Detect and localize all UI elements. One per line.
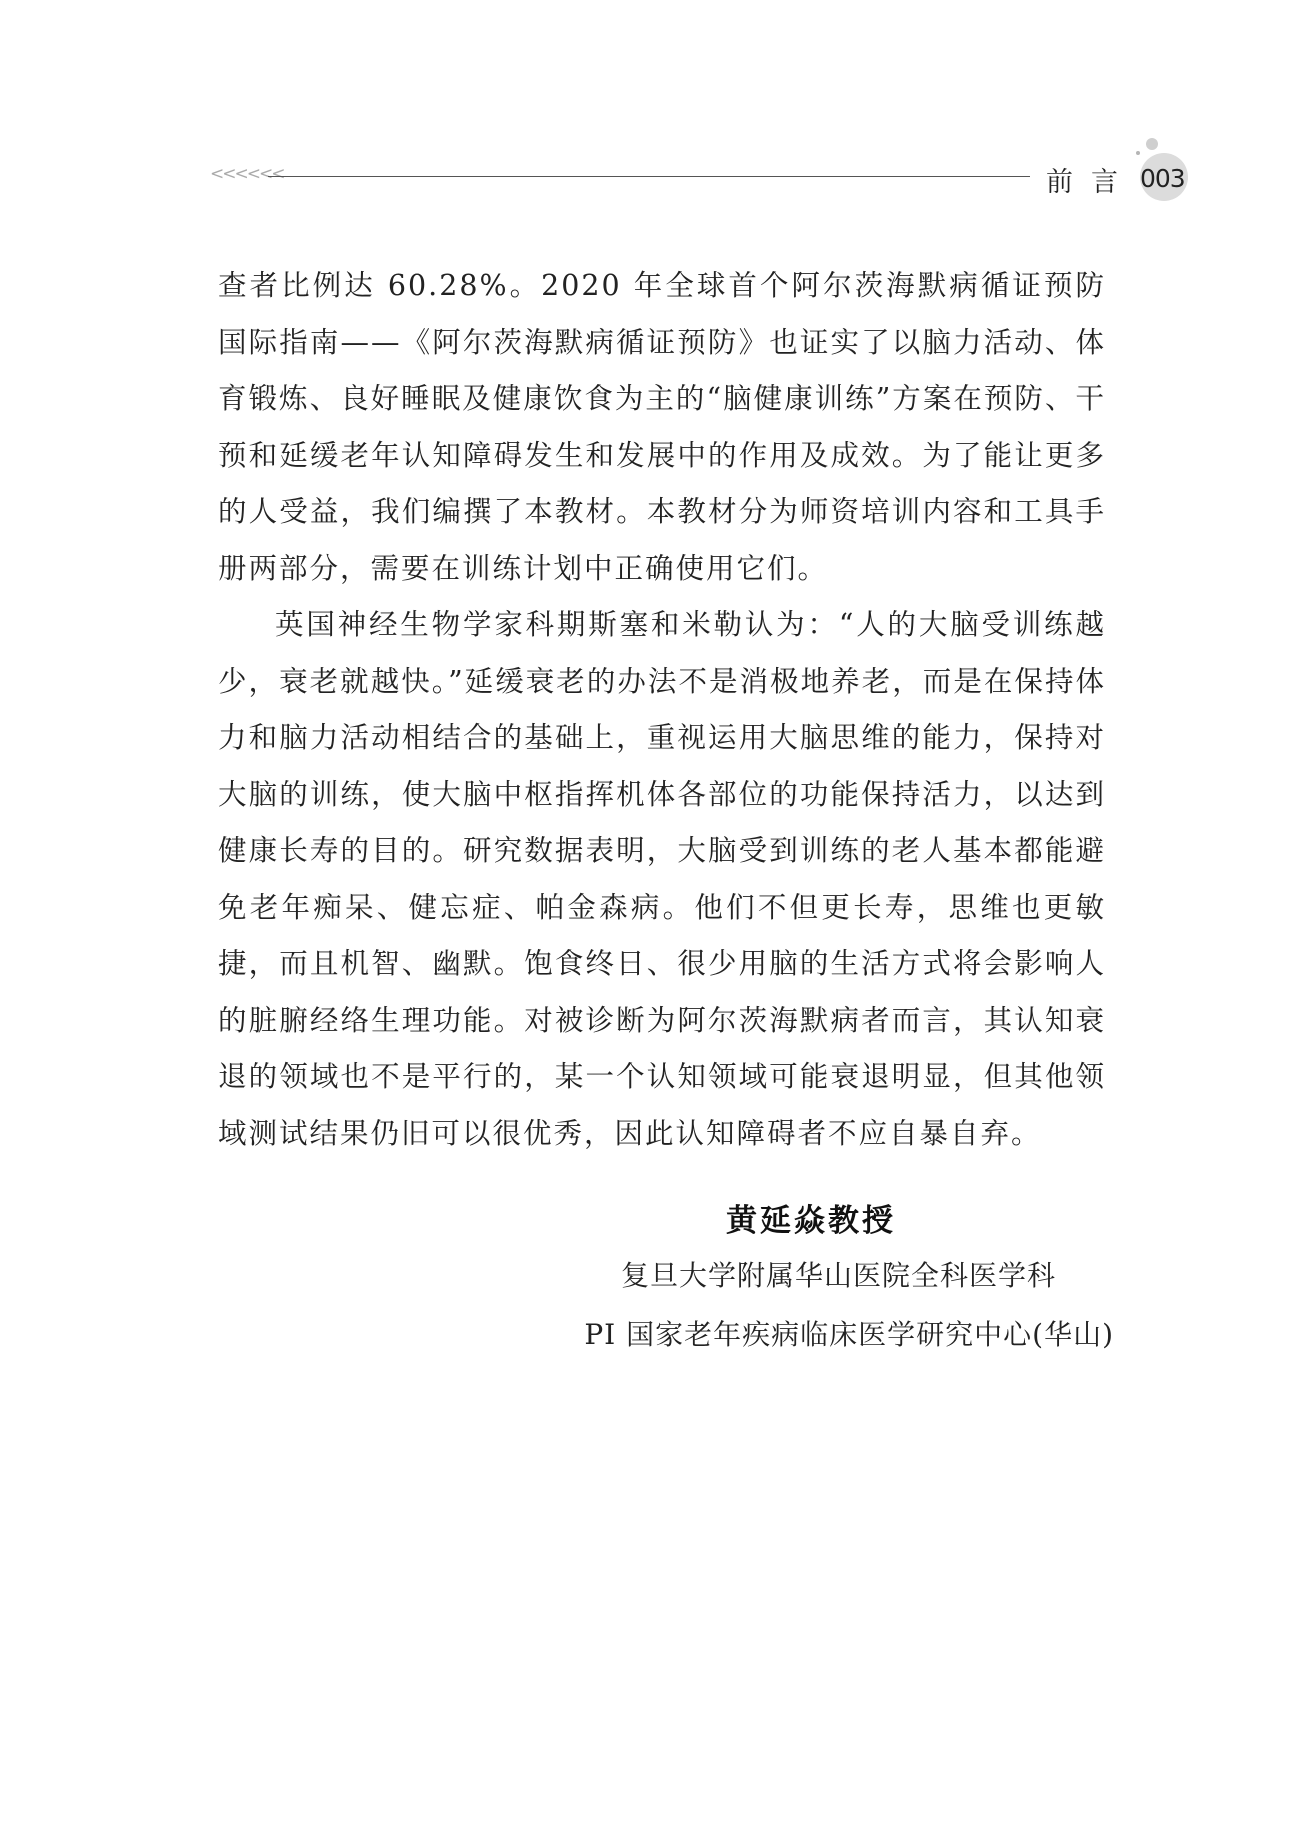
decorative-chevrons: <<<<<< [210, 164, 284, 184]
body-text [218, 258, 1106, 1162]
header-rule [268, 176, 1030, 177]
author-name: 黄延焱教授 [726, 1203, 896, 1239]
section-title: 前言 [1046, 167, 1136, 198]
decorative-small-dot-icon [1136, 151, 1140, 155]
paragraph-1: 查者比例达 60.28%。2020 年全球首个阿尔茨海默病循证预防国际指南——《阿尔茨海默病循证预防》也证实了以脑力活动、体育锻炼、良好睡眠及健康饮食为主的“脑健康训练”方案在预防、干预和延缓老年认知障碍发生和发展中的作用及成效。为了能让更多的人受益，我们编撰了本教材。本教材分为师资培训内容和工具手册两部分，需要在训练计划中正确使用它们。 [218, 269, 1106, 585]
page-number: 003 [1140, 164, 1185, 193]
paragraph-2: 英国神经生物学家科期斯塞和米勒认为：“人的大脑受训练越少，衰老就越快。”延缓衰老的办法不是消极地养老，而是在保持体力和脑力活动相结合的基础上，重视运用大脑思维的能力，保持对大脑的训练，使大脑中枢指挥机体各部位的功能保持活力，以达到健康长寿的目的。研究数据表明，大脑受到训练的老人基本都能避免老年痴呆、健忘症、帕金森病。他们不但更长寿，思维也更敏捷，而且机智、幽默。饱食终日、很少用脑的生活方式将会影响人的脏腑经络生理功能。对被诊断为阿尔茨海默病者而言，其认知衰退的领域也不是平行的，某一个认知领域可能衰退明显，但其他领域测试结果仍旧可以很优秀，因此认知障碍者不应自暴自弃。 [218, 608, 1106, 1150]
page-header [0, 0, 1310, 230]
author-affiliation-1: 复旦大学附属华山医院全科医学科 [620, 1259, 1056, 1292]
author-affiliation-2: PI 国家老年疾病临床医学研究中心(华山) [584, 1318, 1114, 1351]
decorative-dot-icon [1146, 138, 1158, 150]
